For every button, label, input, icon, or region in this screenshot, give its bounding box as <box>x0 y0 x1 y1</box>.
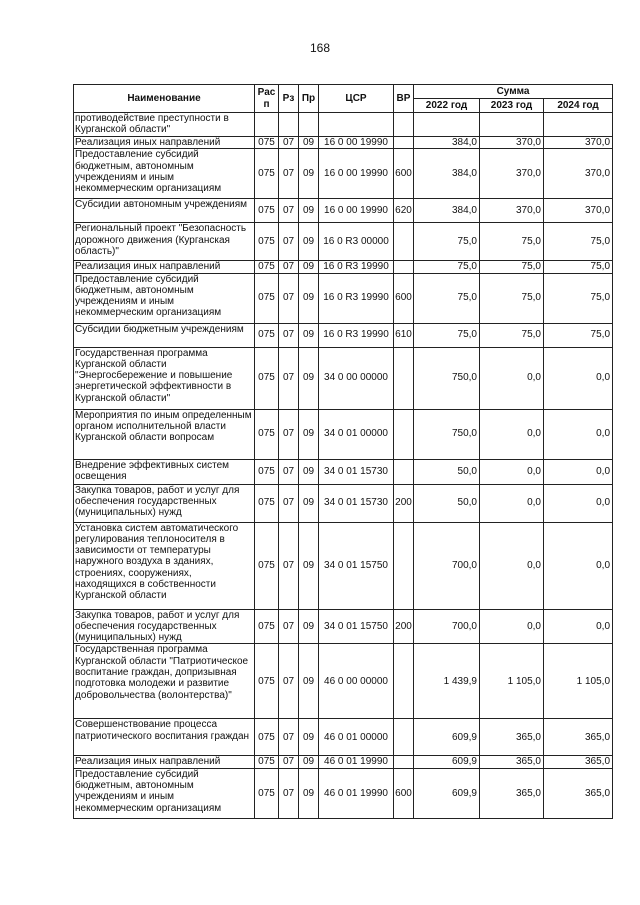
row-sum-2024: 75,0 <box>544 223 613 261</box>
table-row <box>74 609 613 644</box>
row-name: Закупка товаров, работ и услуг для обеспечения государственных (муниципальных) нужд <box>74 609 255 644</box>
row-ras: 075 <box>255 149 279 199</box>
row-sum-2024: 370,0 <box>544 149 613 199</box>
row-sum-2024: 75,0 <box>544 261 613 273</box>
row-vr: 620 <box>394 199 414 223</box>
row-vr: 600 <box>394 149 414 199</box>
table-row <box>74 522 613 609</box>
row-ras: 075 <box>255 137 279 149</box>
row-csr: 46 0 01 19990 <box>319 756 394 768</box>
table-row <box>74 409 613 459</box>
header-ras: Рас п <box>255 85 279 113</box>
row-pr: 09 <box>299 347 319 409</box>
row-sum-2023: 0,0 <box>480 522 544 609</box>
row-name: Региональный проект "Безопасность дорожного движения (Курганская область)" <box>74 223 255 261</box>
row-vr <box>394 522 414 609</box>
row-sum-2022: 609,9 <box>414 768 480 818</box>
row-pr: 09 <box>299 137 319 149</box>
row-pr: 09 <box>299 522 319 609</box>
row-sum-2023: 365,0 <box>480 756 544 768</box>
row-sum-2024: 1 105,0 <box>544 644 613 719</box>
row-sum-2022 <box>414 113 480 137</box>
row-ras: 075 <box>255 223 279 261</box>
header-name: Наименование <box>74 85 255 113</box>
row-sum-2023: 0,0 <box>480 409 544 459</box>
row-vr <box>394 644 414 719</box>
row-ras <box>255 113 279 137</box>
row-sum-2024 <box>544 113 613 137</box>
row-sum-2024: 0,0 <box>544 347 613 409</box>
row-rz: 07 <box>279 484 299 522</box>
row-csr: 16 0 00 19990 <box>319 137 394 149</box>
row-sum-2024: 365,0 <box>544 756 613 768</box>
row-name: противодействие преступности в Курганской области" <box>74 113 255 137</box>
row-sum-2022: 50,0 <box>414 459 480 484</box>
row-rz: 07 <box>279 522 299 609</box>
row-csr: 46 0 00 00000 <box>319 644 394 719</box>
row-sum-2023: 75,0 <box>480 261 544 273</box>
row-vr <box>394 756 414 768</box>
row-rz: 07 <box>279 149 299 199</box>
row-ras: 075 <box>255 323 279 347</box>
row-sum-2022: 75,0 <box>414 323 480 347</box>
page-number: 168 <box>309 41 331 55</box>
row-rz <box>279 113 299 137</box>
table-row <box>74 149 613 199</box>
row-name: Мероприятия по иным определенным органом исполнительной власти Курганской области вопросам <box>74 409 255 459</box>
row-csr: 34 0 01 15730 <box>319 484 394 522</box>
row-sum-2024: 365,0 <box>544 768 613 818</box>
row-rz: 07 <box>279 768 299 818</box>
row-rz: 07 <box>279 459 299 484</box>
row-csr: 46 0 01 00000 <box>319 719 394 756</box>
row-pr: 09 <box>299 459 319 484</box>
row-sum-2022: 750,0 <box>414 409 480 459</box>
row-vr: 200 <box>394 609 414 644</box>
row-sum-2022: 50,0 <box>414 484 480 522</box>
row-pr: 09 <box>299 149 319 199</box>
row-rz: 07 <box>279 223 299 261</box>
row-name: Предоставление субсидий бюджетным, автономным учреждениям и иным некоммерческим организациям <box>74 273 255 323</box>
row-sum-2024: 365,0 <box>544 719 613 756</box>
row-sum-2023: 370,0 <box>480 149 544 199</box>
table-row <box>74 137 613 149</box>
row-vr <box>394 137 414 149</box>
table-row <box>74 768 613 818</box>
row-ras: 075 <box>255 459 279 484</box>
header-sum: Сумма <box>414 85 613 99</box>
row-vr <box>394 113 414 137</box>
row-sum-2024: 0,0 <box>544 459 613 484</box>
row-csr: 16 0 R3 19990 <box>319 323 394 347</box>
row-ras: 075 <box>255 522 279 609</box>
row-sum-2023: 370,0 <box>480 137 544 149</box>
row-vr: 600 <box>394 768 414 818</box>
row-csr: 34 0 01 00000 <box>319 409 394 459</box>
row-csr: 34 0 01 15730 <box>319 459 394 484</box>
row-name: Субсидии автономным учреждениям <box>74 199 255 223</box>
row-name: Предоставление субсидий бюджетным, автономным учреждениям и иным некоммерческим организациям <box>74 149 255 199</box>
row-pr: 09 <box>299 323 319 347</box>
row-sum-2024: 370,0 <box>544 137 613 149</box>
row-name: Предоставление субсидий бюджетным, автономным учреждениям и иным некоммерческим организациям <box>74 768 255 818</box>
row-sum-2023: 365,0 <box>480 719 544 756</box>
table-body <box>74 113 613 819</box>
row-sum-2022: 384,0 <box>414 137 480 149</box>
row-sum-2024: 370,0 <box>544 199 613 223</box>
row-sum-2022: 609,9 <box>414 756 480 768</box>
table-row <box>74 273 613 323</box>
row-csr: 16 0 R3 19990 <box>319 261 394 273</box>
row-pr: 09 <box>299 409 319 459</box>
table-row <box>74 323 613 347</box>
row-vr <box>394 459 414 484</box>
row-pr: 09 <box>299 484 319 522</box>
row-rz: 07 <box>279 261 299 273</box>
row-pr: 09 <box>299 644 319 719</box>
row-name: Государственная программа Курганской области "Патриотическое воспитание граждан, допризывная подготовка молодежи и развитие добровольчества (волонтерства)" <box>74 644 255 719</box>
row-pr: 09 <box>299 199 319 223</box>
row-ras: 075 <box>255 347 279 409</box>
row-sum-2022: 75,0 <box>414 223 480 261</box>
row-name: Субсидии бюджетным учреждениям <box>74 323 255 347</box>
table-row <box>74 459 613 484</box>
table-row <box>74 261 613 273</box>
row-csr: 16 0 00 19990 <box>319 149 394 199</box>
row-name: Реализация иных направлений <box>74 137 255 149</box>
header-year-2022: 2022 год <box>414 99 480 113</box>
row-ras: 075 <box>255 768 279 818</box>
table-row <box>74 756 613 768</box>
row-rz: 07 <box>279 409 299 459</box>
header-rz: Рз <box>279 85 299 113</box>
row-ras: 075 <box>255 273 279 323</box>
row-csr: 34 0 01 15750 <box>319 609 394 644</box>
row-vr: 610 <box>394 323 414 347</box>
row-csr: 46 0 01 19990 <box>319 768 394 818</box>
row-ras: 075 <box>255 719 279 756</box>
row-vr <box>394 223 414 261</box>
header-year-2024: 2024 год <box>544 99 613 113</box>
table-row <box>74 484 613 522</box>
row-sum-2023: 0,0 <box>480 484 544 522</box>
row-csr: 34 0 01 15750 <box>319 522 394 609</box>
row-pr: 09 <box>299 756 319 768</box>
row-sum-2024: 75,0 <box>544 273 613 323</box>
row-rz: 07 <box>279 644 299 719</box>
row-sum-2024: 0,0 <box>544 409 613 459</box>
row-sum-2022: 75,0 <box>414 261 480 273</box>
row-rz: 07 <box>279 199 299 223</box>
row-sum-2023: 75,0 <box>480 273 544 323</box>
row-sum-2022: 609,9 <box>414 719 480 756</box>
row-sum-2023: 1 105,0 <box>480 644 544 719</box>
row-pr: 09 <box>299 273 319 323</box>
row-pr: 09 <box>299 609 319 644</box>
row-sum-2023: 365,0 <box>480 768 544 818</box>
row-sum-2024: 0,0 <box>544 484 613 522</box>
row-ras: 075 <box>255 484 279 522</box>
row-name: Внедрение эффективных систем освещения <box>74 459 255 484</box>
row-sum-2023: 75,0 <box>480 323 544 347</box>
table-row <box>74 347 613 409</box>
row-sum-2022: 1 439,9 <box>414 644 480 719</box>
row-name: Реализация иных направлений <box>74 261 255 273</box>
row-name: Государственная программа Курганской области "Энергосбережение и повышение энергетической эффективности в Курганской области" <box>74 347 255 409</box>
header-pr: Пр <box>299 85 319 113</box>
row-pr: 09 <box>299 223 319 261</box>
row-vr: 600 <box>394 273 414 323</box>
header-vr: ВР <box>394 85 414 113</box>
row-pr: 09 <box>299 768 319 818</box>
row-vr: 200 <box>394 484 414 522</box>
row-vr <box>394 719 414 756</box>
row-name: Установка систем автоматического регулирования теплоносителя в зависимости от температуры наружного воздуха в зданиях, строениях, сооружениях, находящихся в собственности Курганской области <box>74 522 255 609</box>
table-row <box>74 223 613 261</box>
table-row <box>74 199 613 223</box>
table-row <box>74 719 613 756</box>
row-sum-2022: 700,0 <box>414 609 480 644</box>
row-rz: 07 <box>279 347 299 409</box>
row-vr <box>394 261 414 273</box>
row-rz: 07 <box>279 719 299 756</box>
row-ras: 075 <box>255 756 279 768</box>
row-sum-2023: 0,0 <box>480 609 544 644</box>
table-row <box>74 644 613 719</box>
row-sum-2022: 75,0 <box>414 273 480 323</box>
row-ras: 075 <box>255 199 279 223</box>
row-sum-2023 <box>480 113 544 137</box>
row-sum-2023: 0,0 <box>480 459 544 484</box>
row-pr <box>299 113 319 137</box>
budget-table <box>73 84 613 819</box>
row-sum-2022: 384,0 <box>414 149 480 199</box>
row-sum-2024: 0,0 <box>544 522 613 609</box>
row-pr: 09 <box>299 719 319 756</box>
row-pr: 09 <box>299 261 319 273</box>
row-rz: 07 <box>279 609 299 644</box>
row-rz: 07 <box>279 323 299 347</box>
row-rz: 07 <box>279 273 299 323</box>
row-sum-2022: 750,0 <box>414 347 480 409</box>
row-rz: 07 <box>279 137 299 149</box>
row-sum-2023: 75,0 <box>480 223 544 261</box>
row-csr: 34 0 00 00000 <box>319 347 394 409</box>
row-name: Закупка товаров, работ и услуг для обеспечения государственных (муниципальных) нужд <box>74 484 255 522</box>
row-csr: 16 0 R3 19990 <box>319 273 394 323</box>
row-name: Совершенствование процесса патриотического воспитания граждан <box>74 719 255 756</box>
row-sum-2023: 370,0 <box>480 199 544 223</box>
header-csr: ЦСР <box>319 85 394 113</box>
table-row <box>74 113 613 137</box>
row-sum-2022: 384,0 <box>414 199 480 223</box>
row-ras: 075 <box>255 409 279 459</box>
row-ras: 075 <box>255 609 279 644</box>
header-year-2023: 2023 год <box>480 99 544 113</box>
row-ras: 075 <box>255 261 279 273</box>
row-name: Реализация иных направлений <box>74 756 255 768</box>
row-sum-2024: 75,0 <box>544 323 613 347</box>
row-sum-2022: 700,0 <box>414 522 480 609</box>
row-csr: 16 0 00 19990 <box>319 199 394 223</box>
row-vr <box>394 409 414 459</box>
row-ras: 075 <box>255 644 279 719</box>
row-rz: 07 <box>279 756 299 768</box>
row-csr <box>319 113 394 137</box>
row-sum-2023: 0,0 <box>480 347 544 409</box>
row-csr: 16 0 R3 00000 <box>319 223 394 261</box>
row-sum-2024: 0,0 <box>544 609 613 644</box>
row-vr <box>394 347 414 409</box>
